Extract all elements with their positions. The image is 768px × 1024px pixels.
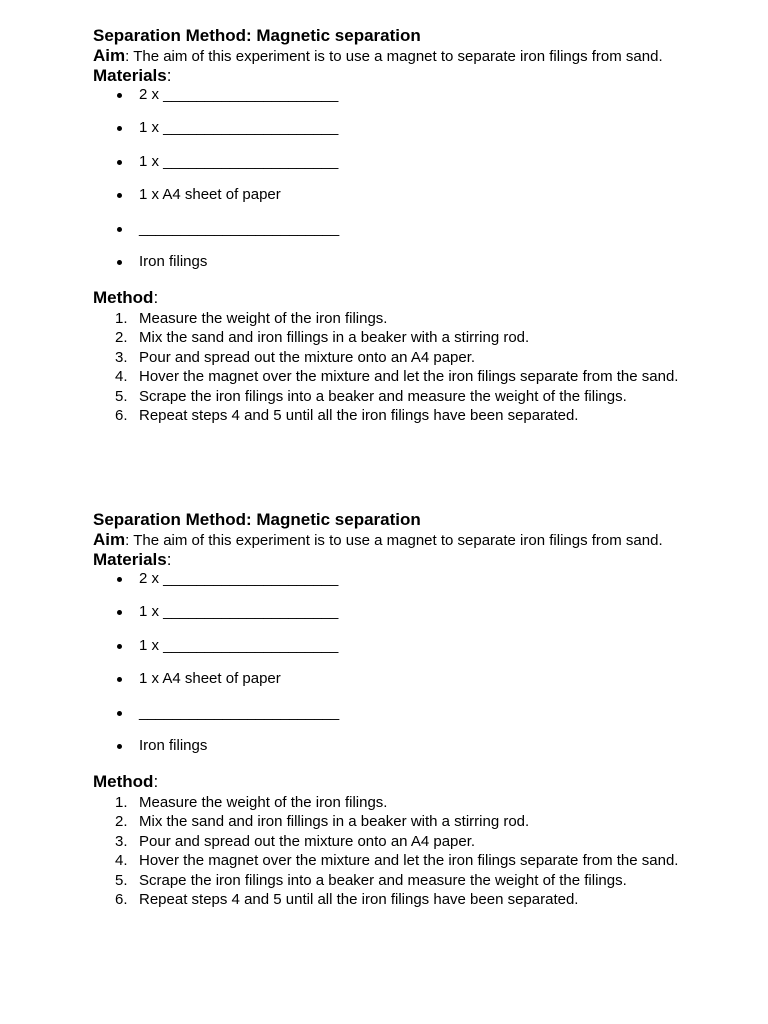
materials-label: Materials (93, 550, 167, 569)
step-number: 6. (115, 406, 128, 424)
worksheet-title: Separation Method: Magnetic separation (93, 26, 421, 45)
bullet-icon (117, 93, 122, 98)
step-text: Mix the sand and iron fillings in a beaker with a stirring rod. (139, 329, 530, 347)
step-text: Mix the sand and iron fillings in a beaker with a stirring rod. (139, 813, 530, 831)
aim-label: Aim (93, 530, 126, 549)
method-label: Method (93, 288, 154, 307)
materials-item-text: 1 x _____________________ (139, 153, 339, 170)
step-text: Hover the magnet over the mixture and let the iron filings separate from the sand. (139, 852, 679, 870)
bullet-icon (117, 677, 122, 682)
step-number: 1. (115, 310, 128, 327)
step-text: Scrape the iron filings into a beaker and measure the weight of the filings. (139, 387, 627, 405)
bullet-icon (117, 227, 122, 232)
method-heading (93, 288, 733, 308)
step-number: 6. (115, 890, 128, 908)
bullet-icon (117, 744, 122, 749)
materials-item-text: Iron filings (139, 253, 208, 270)
step-text: Hover the magnet over the mixture and let the iron filings separate from the sand. (139, 368, 679, 386)
step-text: Measure the weight of the iron filings. (139, 310, 388, 327)
step-text: Pour and spread out the mixture onto an A4 paper. (139, 348, 476, 366)
materials-colon: : (166, 66, 172, 85)
aim-label: Aim (93, 46, 126, 65)
bullet-icon (117, 711, 122, 716)
step-number: 2. (115, 813, 128, 831)
worksheet-title: Separation Method: Magnetic separation (93, 510, 421, 529)
step-number: 4. (115, 852, 128, 870)
step-text: Measure the weight of the iron filings. (139, 794, 388, 811)
materials-item-text: 1 x _____________________ (139, 119, 339, 136)
materials-item-text: Iron filings (139, 737, 208, 754)
step-text: Repeat steps 4 and 5 until all the iron filings have been separated. (139, 406, 579, 424)
step-text: Repeat steps 4 and 5 until all the iron filings have been separated. (139, 890, 579, 908)
materials-colon: : (166, 550, 172, 569)
step-number: 4. (115, 368, 128, 386)
materials-heading (93, 550, 733, 570)
materials-list (93, 86, 733, 288)
materials-item-text: 2 x _____________________ (139, 86, 339, 103)
method-step (93, 890, 733, 909)
bullet-icon (117, 193, 122, 198)
worksheet-1 (93, 26, 733, 425)
method-step (93, 812, 733, 831)
step-number: 5. (115, 871, 128, 889)
method-heading (93, 772, 733, 792)
materials-heading (93, 66, 733, 86)
worksheet-2 (93, 510, 733, 909)
materials-item-text: 1 x A4 sheet of paper (139, 186, 281, 203)
bullet-icon (117, 644, 122, 649)
bullet-icon (117, 610, 122, 615)
materials-label: Materials (93, 66, 167, 85)
materials-list (93, 570, 733, 772)
step-text: Pour and spread out the mixture onto an A4 paper. (139, 832, 476, 850)
aim-line (93, 46, 733, 66)
method-step (93, 367, 733, 386)
bullet-icon (117, 577, 122, 582)
step-text: Scrape the iron filings into a beaker and measure the weight of the filings. (139, 871, 627, 889)
materials-item-text: 1 x _____________________ (139, 637, 339, 654)
method-step (93, 871, 733, 890)
method-step (93, 387, 733, 406)
materials-item-text: 2 x _____________________ (139, 570, 339, 587)
method-step (93, 348, 733, 367)
step-number: 5. (115, 387, 128, 405)
method-step (93, 851, 733, 870)
method-step (93, 309, 733, 328)
method-step (93, 328, 733, 347)
method-label: Method (93, 772, 154, 791)
step-number: 1. (115, 794, 128, 811)
aim-line (93, 530, 733, 550)
bullet-icon (117, 260, 122, 265)
materials-item-text: 1 x A4 sheet of paper (139, 670, 281, 687)
bullet-icon (117, 126, 122, 131)
materials-item-text: ________________________ (139, 220, 340, 237)
materials-item-text: 1 x _____________________ (139, 603, 339, 620)
step-number: 3. (115, 348, 128, 366)
aim-text: : The aim of this experiment is to use a magnet to separate iron filings from sand. (125, 532, 663, 549)
method-step (93, 793, 733, 812)
method-steps (93, 793, 733, 909)
method-step (93, 832, 733, 851)
method-colon: : (153, 288, 159, 307)
aim-text: : The aim of this experiment is to use a magnet to separate iron filings from sand. (125, 48, 663, 65)
method-colon: : (153, 772, 159, 791)
method-steps (93, 309, 733, 425)
materials-item-text: ________________________ (139, 704, 340, 721)
step-number: 3. (115, 832, 128, 850)
method-step (93, 406, 733, 425)
step-number: 2. (115, 329, 128, 347)
bullet-icon (117, 160, 122, 165)
